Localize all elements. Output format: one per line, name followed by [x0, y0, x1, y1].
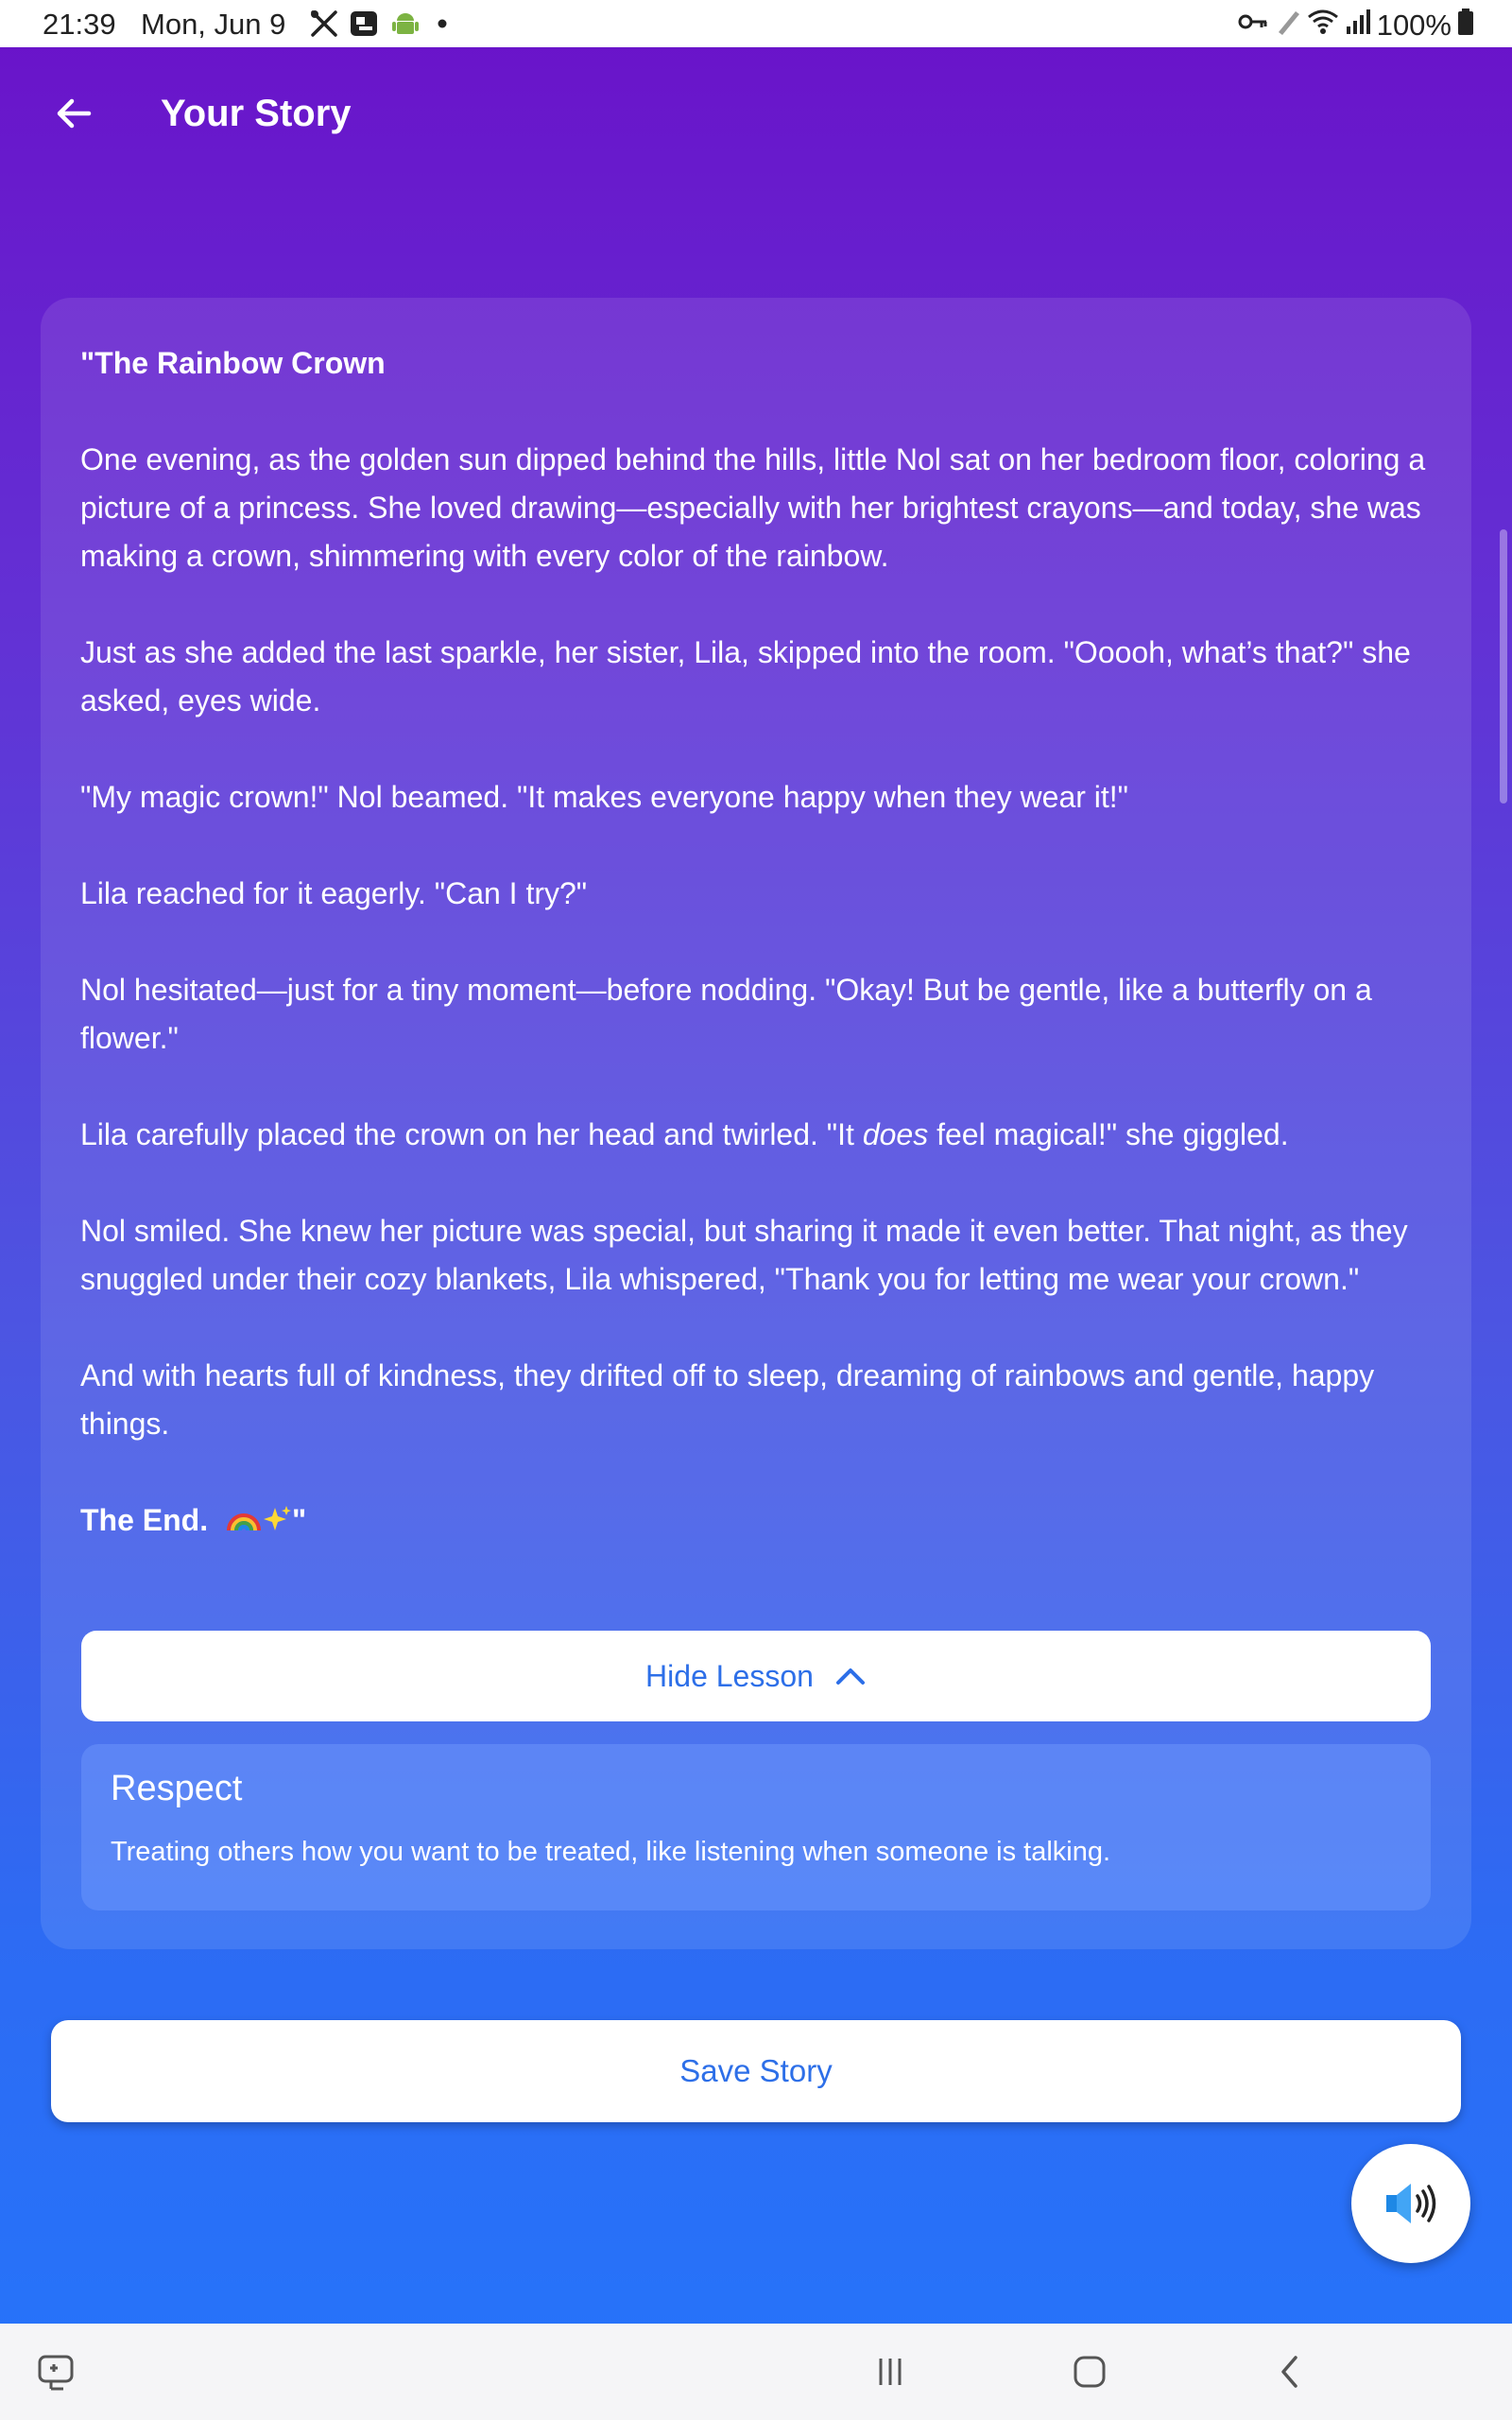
chevron-left-icon [1276, 2354, 1304, 2390]
story-text [80, 339, 1432, 1593]
speaker-icon [1383, 2179, 1439, 2228]
sparkles-icon [262, 1504, 292, 1534]
story-paragraph: Nol smiled. She knew her picture was special, but sharing it made it even better. That night, as they snuggled under their cozy blankets, Lila whispered, "Thank you for letting me wear your crown." [80, 1214, 1408, 1296]
system-nav-bar [0, 2324, 1512, 2420]
story-paragraph: And with hearts full of kindness, they drifted off to sleep, dreaming of rainbows and gentle, happy things. [80, 1358, 1375, 1441]
story-title: "The Rainbow Crown [80, 346, 386, 380]
app-notification-icon [348, 8, 380, 44]
story-text-part: Lila carefully placed the crown on her head and twirled. "It [80, 1117, 863, 1151]
story-end-text: The End. [80, 1503, 209, 1537]
read-aloud-button[interactable] [1351, 2144, 1470, 2263]
vpn-key-icon [1237, 8, 1269, 43]
scroll-indicator[interactable] [1500, 529, 1507, 804]
nav-home-button[interactable] [1066, 2348, 1113, 2395]
story-paragraph: Nol hesitated—just for a tiny moment—before nodding. "Okay! But be gentle, like a butterfly on a flower." [80, 973, 1372, 1055]
wifi-icon [1307, 8, 1339, 43]
signal-icon [1345, 8, 1371, 43]
battery-icon [1457, 8, 1474, 43]
battery-level: 100% [1376, 9, 1452, 42]
story-paragraph: Lila reached for it eagerly. "Can I try?" [80, 876, 588, 910]
back-button[interactable] [49, 89, 98, 138]
status-time: 21:39 [43, 8, 116, 41]
more-notifications-dot-icon [437, 17, 448, 34]
lesson-title: Respect [111, 1769, 243, 1808]
story-end [80, 1496, 1432, 1545]
tools-icon [308, 8, 340, 44]
save-story-label: Save Story [679, 2053, 833, 2088]
story-paragraph-emphasis [80, 1111, 1432, 1159]
page-title: Your Story [161, 93, 352, 134]
screenshot-assistant-button[interactable] [32, 2348, 79, 2395]
nav-recents-button[interactable] [867, 2348, 914, 2395]
story-paragraph: One evening, as the golden sun dipped behind the hills, little Nol sat on her bedroom floor, coloring a picture of a princess. She loved drawing—especially with her brightest crayons—and today, she was making a crown, shimmering with every color of the rainbow. [80, 442, 1426, 573]
story-end-quote: " [292, 1503, 307, 1537]
save-story-button[interactable] [51, 2020, 1461, 2122]
nav-back-button[interactable] [1266, 2348, 1314, 2395]
app-bar [0, 47, 1512, 180]
rainbow-icon [226, 1508, 262, 1532]
story-paragraph: "My magic crown!" Nol beamed. "It makes everyone happy when they wear it!" [80, 780, 1129, 814]
lesson-description: Treating others how you want to be treated, like listening when someone is talking. [111, 1837, 1111, 1867]
lesson-panel [81, 1744, 1431, 1910]
home-icon [1072, 2354, 1108, 2390]
screen-assistant-icon [35, 2351, 77, 2393]
story-emphasis: does [862, 1117, 929, 1151]
status-bar [0, 0, 1512, 47]
recents-icon [873, 2355, 907, 2389]
story-text-part: feel magical!" she giggled. [928, 1117, 1289, 1151]
arrow-left-icon [53, 93, 94, 134]
status-date: Mon, Jun 9 [141, 8, 286, 41]
hide-lesson-label: Hide Lesson [645, 1658, 814, 1693]
chevron-up-icon [834, 1666, 867, 1686]
story-card [41, 298, 1471, 1949]
android-icon [389, 8, 421, 44]
story-paragraph: Just as she added the last sparkle, her sister, Lila, skipped into the room. "Ooooh, what’s that?" she asked, eyes wide. [80, 635, 1411, 717]
pen-icon [1275, 8, 1301, 43]
status-right [1237, 8, 1474, 43]
hide-lesson-button[interactable] [81, 1631, 1431, 1721]
